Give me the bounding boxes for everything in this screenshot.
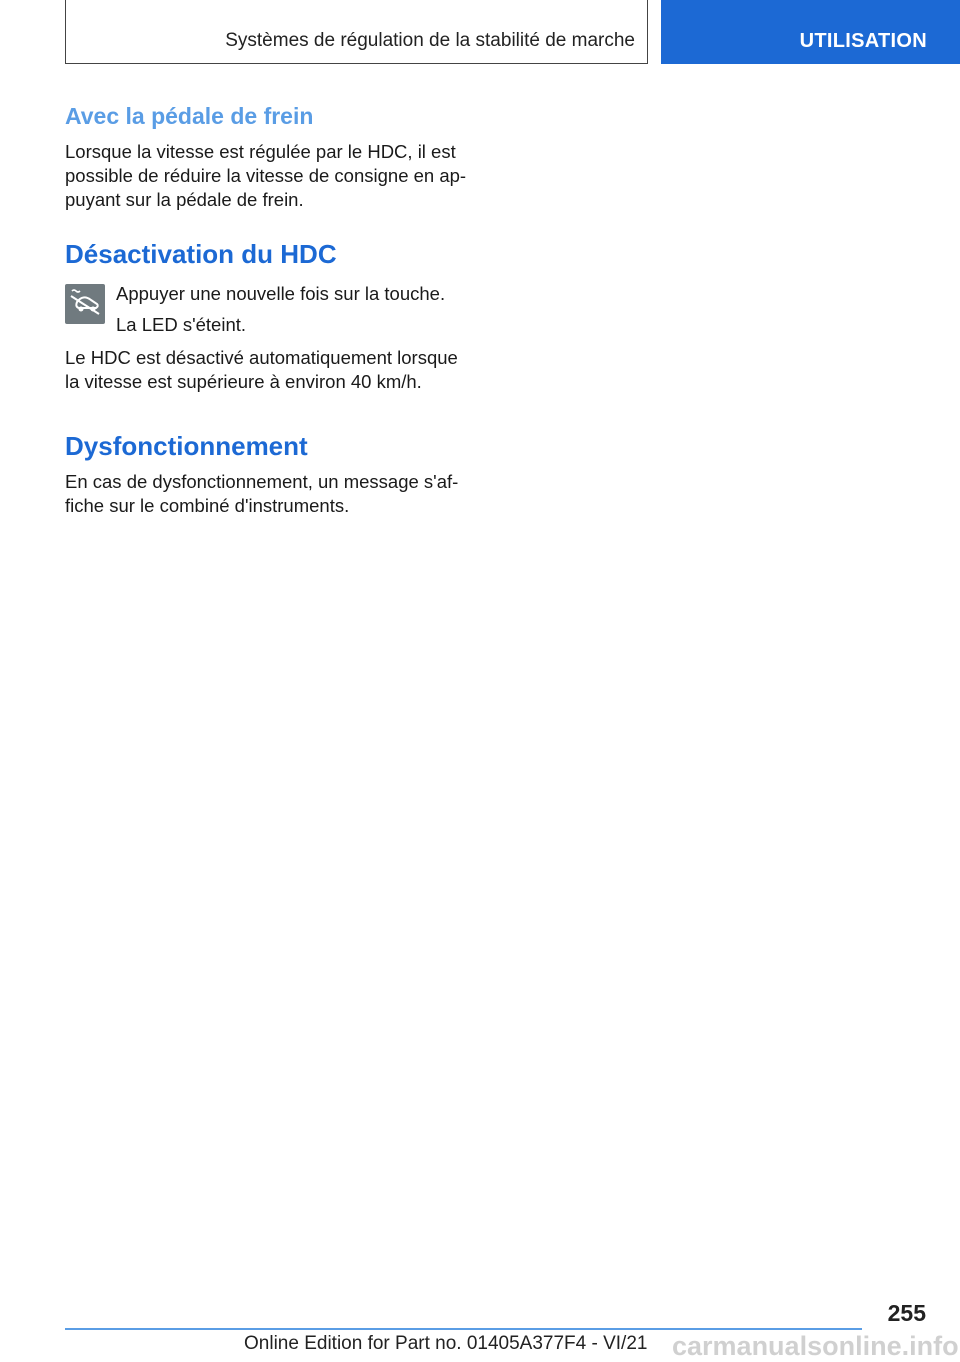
malfunction-heading: Dysfonctionnement: [65, 431, 308, 461]
chapter-tab[interactable]: [661, 0, 960, 64]
section-title: Systèmes de régulation de la stabilité de marche: [225, 30, 635, 51]
text-line: Le HDC est désactivé automatiquement lorsque: [65, 347, 458, 368]
footer-edition: Online Edition for Part no. 01405A377F4 - VI/21: [244, 1333, 648, 1354]
text-line: puyant sur la pédale de frein.: [65, 189, 304, 210]
footer-divider: [65, 1328, 862, 1330]
deactivation-step-2: La LED s'éteint.: [116, 314, 247, 335]
brake-pedal-paragraph: [65, 140, 485, 212]
deactivation-heading: Désactivation du HDC: [65, 239, 337, 269]
watermark: carmanualsonline.info: [672, 1331, 959, 1361]
text-line: la vitesse est supérieure à environ 40 km/h.: [65, 371, 422, 392]
malfunction-paragraph: [65, 470, 485, 518]
chapter-tab-label: UTILISATION: [799, 30, 927, 52]
deactivation-step-1: Appuyer une nouvelle fois sur la touche.: [116, 283, 446, 304]
header-section-box: [65, 0, 648, 64]
text-line: Lorsque la vitesse est régulée par le HDC, il est: [65, 141, 456, 162]
page-number: 255: [887, 1300, 926, 1326]
brake-pedal-heading: Avec la pédale de frein: [65, 103, 314, 129]
hdc-button-icon: [65, 284, 105, 324]
text-line: fiche sur le combiné d'instruments.: [65, 495, 350, 516]
text-line: possible de réduire la vitesse de consigne en ap-: [65, 165, 467, 186]
deactivation-paragraph: [65, 346, 485, 394]
text-line: En cas de dysfonctionnement, un message s'af-: [65, 471, 459, 492]
